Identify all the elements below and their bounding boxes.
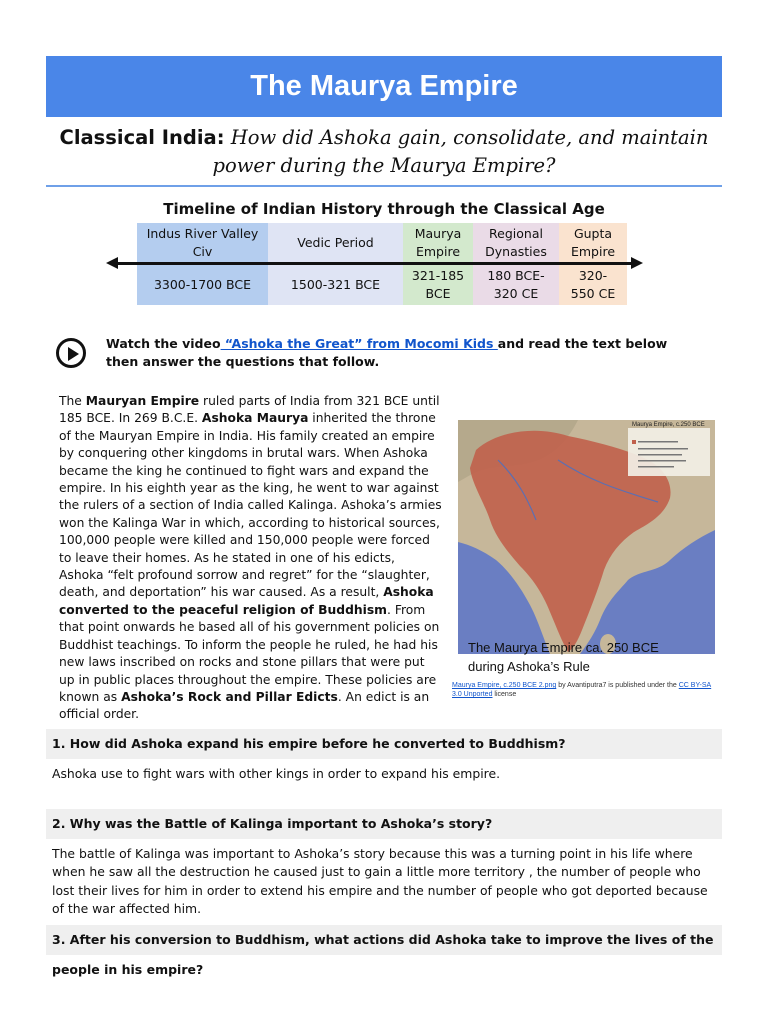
maurya-map-image bbox=[458, 420, 715, 654]
period-name-gupta: Gupta Empire bbox=[559, 223, 627, 262]
arrow-left-icon bbox=[106, 257, 118, 269]
article-text bbox=[59, 393, 442, 724]
timeline-title: Timeline of Indian History through the Classical Age bbox=[163, 200, 605, 218]
article-run: . From that point onwards he based all of his government policies on Buddhist teachings. To inform the people he ruled, he had his new laws inscribed on rocks and stone pillars that were put up in public places throughout the empire. These policies are known as bbox=[59, 602, 440, 704]
term-mauryan-empire: Mauryan Empire bbox=[85, 394, 200, 408]
answer-1[interactable]: Ashoka use to fight wars with other kings in order to expand his empire. bbox=[52, 766, 501, 781]
arrow-right-icon bbox=[631, 257, 643, 269]
article-run: ruled parts of India from 321 BCE until 185 BCE. In 269 B.C.E. bbox=[59, 394, 440, 426]
period-name-regional: Regional Dynasties bbox=[473, 223, 559, 262]
divider bbox=[46, 185, 722, 187]
subtitle-question: How did Ashoka gain, consolidate, and maintain power during the Maurya Empire? bbox=[212, 126, 709, 177]
term-ashoka-maurya: Ashoka Maurya bbox=[201, 411, 309, 426]
video-link[interactable]: “Ashoka the Great” from Mocomi Kids bbox=[220, 336, 498, 351]
period-dates-indus: 3300-1700 BCE bbox=[137, 265, 268, 305]
article-run: . An edict is an official order. bbox=[59, 689, 430, 722]
answer-2[interactable]: The battle of Kalinga was important to Ashoka’s story because this was a turning point in his life where when he saw all the destruction he caused just to gain a little more territory , the number of people who lost their lives for him in order to extend his empire and the number of people who got deported because of the war affected him. bbox=[52, 846, 708, 917]
map-caption bbox=[468, 638, 708, 676]
timeline-axis bbox=[114, 262, 636, 265]
attribution-text: license bbox=[492, 691, 517, 698]
period-dates-regional: 180 BCE-320 CE bbox=[473, 265, 559, 305]
question-2: 2. Why was the Battle of Kalinga important to Ashoka’s story? bbox=[46, 809, 722, 839]
map-caption-line1: The Maurya Empire ca. 250 BCE bbox=[468, 640, 659, 655]
article-run: The bbox=[59, 394, 86, 408]
attribution-text: by Avantiputra7 is published under the bbox=[556, 682, 679, 689]
map-source-link[interactable]: Maurya Empire, c.250 BCE 2.png bbox=[452, 682, 557, 689]
period-name-indus: Indus River Valley Civ bbox=[137, 223, 268, 262]
video-instruction-before: Watch the video bbox=[106, 336, 221, 351]
period-dates-gupta: 320-550 CE bbox=[559, 265, 627, 305]
video-instruction-after: and read the text below then answer the questions that follow. bbox=[106, 336, 668, 369]
play-icon[interactable] bbox=[56, 338, 86, 368]
question-3: 3. After his conversion to Buddhism, what actions did Ashoka take to improve the lives of the people in his empire? bbox=[46, 925, 722, 955]
essential-question bbox=[46, 124, 722, 180]
period-dates-vedic: 1500-321 BCE bbox=[268, 265, 403, 305]
article-run: inherited the throne of the Mauryan Empire in India. His family created an empire by conquering other kingdoms in brutal wars. When Ashoka became the king he continued to fight wars and expand the empire. In his eighth year as the king, he went to war against the rulers of a section of India called Kalinga. Ashoka’s armies won the Kalinga War in which, according to historical sources, 100,000 people were killed and 150,000 people were forced to leave their homes. As he stated in one of his edicts, Ashoka “felt profound sorrow and regret” for the “slaughter, death, and deportation” his war caused. As a result, bbox=[59, 411, 442, 600]
subtitle-lead: Classical India: bbox=[59, 126, 225, 149]
map-illustration bbox=[458, 420, 715, 654]
map-attribution bbox=[452, 681, 720, 699]
page-title: The Maurya Empire bbox=[46, 56, 722, 117]
license-link[interactable]: CC BY-SA 3.0 Unported bbox=[452, 682, 712, 698]
video-instruction bbox=[106, 335, 686, 371]
period-name-maurya: Maurya Empire bbox=[403, 223, 473, 262]
term-buddhism: Ashoka converted to the peaceful religion of Buddhism bbox=[59, 585, 434, 617]
map-caption-line2: during Ashoka’s Rule bbox=[468, 659, 590, 674]
term-edicts: Ashoka’s Rock and Pillar Edicts bbox=[121, 689, 338, 704]
period-name-vedic: Vedic Period bbox=[268, 223, 403, 262]
map-title: Maurya Empire, c.250 BCE bbox=[632, 422, 705, 428]
question-1: 1. How did Ashoka expand his empire before he converted to Buddhism? bbox=[46, 729, 722, 759]
period-dates-maurya: 321-185 BCE bbox=[403, 265, 473, 305]
